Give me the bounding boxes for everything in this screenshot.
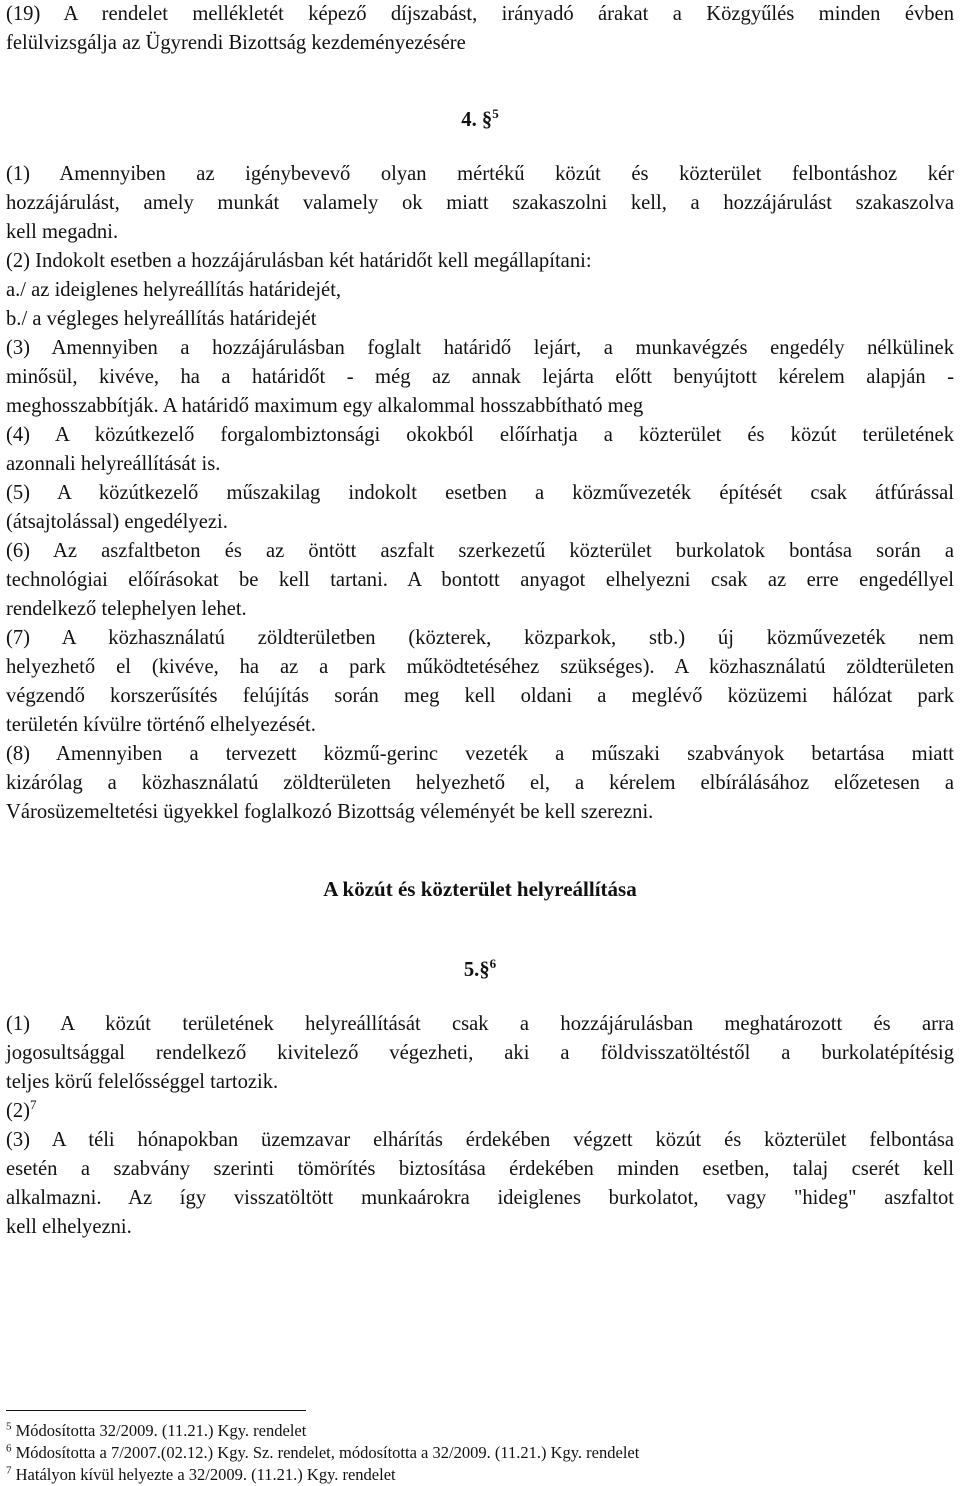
text-line (6, 1097, 954, 1126)
text-line: kell megadni. (6, 221, 119, 243)
section-number: 5.§ (463, 959, 490, 981)
text-line: (5) A közútkezelő műszakilag indokolt esetben a közművezeték építését csak átfúrással (6, 482, 954, 504)
footnote (6, 1442, 639, 1464)
text-line: (6) Az aszfaltbeton és az öntött aszfalt szerkezetű közterület burkolatok bontása során a (6, 540, 954, 562)
footnote-ref: 7 (30, 1097, 37, 1113)
intro-paragraph (6, 0, 954, 58)
footnote-ref: 5 (492, 106, 499, 122)
footnote-number: 5 (6, 1420, 12, 1433)
footnote-text: Módosította 32/2009. (11.21.) Kgy. rendelet (15, 1421, 307, 1440)
chapter-heading (6, 875, 954, 904)
footnotes (6, 1420, 639, 1486)
section-4-body (6, 160, 954, 827)
text-line: jogosultsággal rendelkező kivitelező végezheti, aki a földvisszatöltéstől a burkolatépítésig (6, 1042, 954, 1064)
text-line: (2) Indokolt esetben a hozzájárulásban két határidőt kell megállapítani: (6, 250, 592, 272)
text-line: területén kívülre történő elhelyezését. (6, 714, 316, 736)
footnote (6, 1420, 639, 1442)
footnote-text: Módosította a 7/2007.(02.12.) Kgy. Sz. rendelet, módosította a 32/2009. (11.21.) Kgy. rendelet (15, 1443, 640, 1462)
text-line: (3) Amennyiben a hozzájárulásban foglalt határidő lejárt, a munkavégzés engedély nélkülinek (6, 337, 954, 359)
footnote-divider (6, 1410, 306, 1411)
text-line: kell elhelyezni. (6, 1216, 132, 1238)
text-line: minősül, kivéve, ha a határidőt - még az annak lejárta előtt benyújtott kérelem alapján - (6, 366, 954, 388)
text-line: teljes körű felelősséggel tartozik. (6, 1071, 279, 1093)
text-line: hozzájárulást, amely munkát valamely ok miatt szakaszolni kell, a hozzájárulást szakaszolva (6, 192, 954, 214)
text-line: felülvizsgálja az Ügyrendi Bizottság kezdeményezésére (6, 32, 466, 54)
footnote-text: Hatályon kívül helyezte a 32/2009. (11.21.) Kgy. rendelet (15, 1465, 396, 1484)
text-line: a./ az ideiglenes helyreállítás határidejét, (6, 279, 342, 301)
section-5-body (6, 1010, 954, 1242)
text-line: helyezhető el (kivéve, ha az a park működtetéséhez szükséges). A közhasználatú zöldterületen (6, 656, 954, 678)
text-line: (19) A rendelet mellékletét képező díjszabást, irányadó árakat a Közgyűlés minden évben (6, 3, 954, 25)
text-line: végzendő korszerűsítés felújítás során meg kell oldani a meglévő közüzemi hálózat park (6, 685, 954, 707)
text-line: azonnali helyreállítását is. (6, 453, 221, 475)
text-line: Városüzemeltetési ügyekkel foglalkozó Bizottság véleményét be kell szerezni. (6, 801, 654, 823)
section-5-heading (6, 956, 954, 985)
text-line: esetén a szabvány szerinti tömörítés biztosítása érdekében minden esetben, talaj cserét kell (6, 1158, 954, 1180)
text-line: meghosszabbítják. A határidő maximum egy alkalommal hosszabbítható meg (6, 395, 644, 417)
section-number: 4. § (461, 109, 493, 131)
text-line: b./ a végleges helyreállítás határidejét (6, 308, 317, 330)
text-line: (8) Amennyiben a tervezett közmű-gerinc vezeték a műszaki szabványok betartása miatt (6, 743, 954, 765)
text-line: (átsajtolással) engedélyezi. (6, 511, 228, 533)
text-line: (1) A közút területének helyreállítását csak a hozzájárulásban meghatározott és arra (6, 1013, 954, 1035)
section-4-heading (6, 106, 954, 135)
text-line: (1) Amennyiben az igénybevevő olyan mértékű közút és közterület felbontáshoz kér (6, 163, 954, 185)
text-line: (3) A téli hónapokban üzemzavar elhárítás érdekében végzett közút és közterület felbontása (6, 1129, 954, 1151)
footnote-number: 7 (6, 1464, 12, 1477)
text-line: technológiai előírásokat be kell tartani. A bontott anyagot elhelyezni csak az erre engedéllyel (6, 569, 954, 591)
footnote-ref: 6 (489, 956, 497, 972)
footnote-number: 6 (6, 1442, 12, 1455)
chapter-heading-text: A közút és közterület helyreállítása (323, 877, 637, 901)
text-line: (4) A közútkezelő forgalombiztonsági okokból előírhatja a közterület és közút területének (6, 424, 954, 446)
footnote (6, 1464, 639, 1486)
text-line: kizárólag a közhasználatú zöldterületen helyezhető el, a kérelem elbírálásához előzetesen a (6, 772, 954, 794)
text-line: (7) A közhasználatú zöldterületben (közterek, közparkok, stb.) új közművezeték nem (6, 627, 954, 649)
paragraph-label: (2) (6, 1100, 31, 1122)
text-line: rendelkező telephelyen lehet. (6, 598, 247, 620)
text-line: alkalmazni. Az így visszatöltött munkaárokra ideiglenes burkolatot, vagy "hideg" aszfaltot (6, 1187, 954, 1209)
